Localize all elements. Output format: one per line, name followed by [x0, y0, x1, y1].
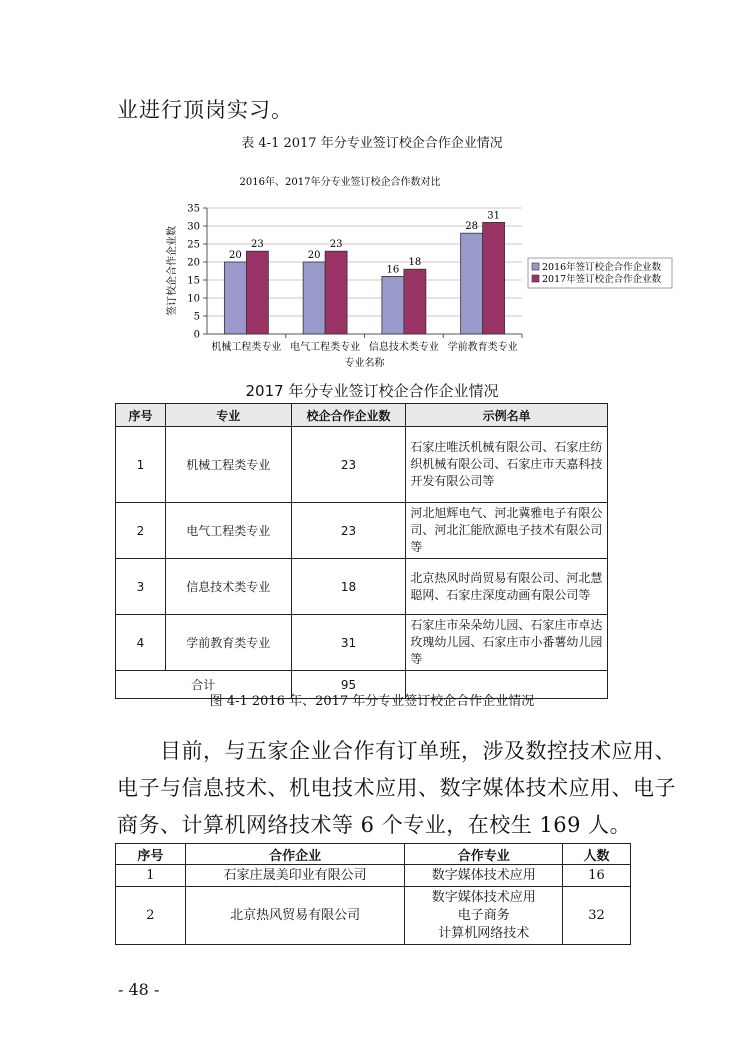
bar [404, 269, 426, 334]
x-tick-label: 机械工程类专业 [211, 342, 282, 353]
data-label: 23 [329, 239, 343, 251]
table-caption: 表 4-1 2017 年分专业签订校企合作企业情况 [241, 136, 503, 151]
row-major: 电气工程类专业 [165, 503, 291, 559]
header-major: 专业 [165, 404, 291, 427]
paragraph-line-2: 电子与信息技术、机电技术应用、数字媒体技术应用、电子 [117, 776, 676, 800]
y-tick-label: 15 [187, 275, 200, 287]
table-row [116, 865, 631, 887]
row-count: 31 [291, 615, 406, 671]
x-tick-label: 电气工程类专业 [290, 342, 361, 353]
row-no: 2 [116, 887, 186, 945]
row-examples: 北京热风时尚贸易有限公司、河北慧聪网、石家庄深度动画有限公司等 [406, 559, 608, 615]
table-row [116, 503, 608, 559]
x-tick-label: 学前教育类专业 [447, 342, 518, 353]
table-row [116, 559, 608, 615]
legend-label: 2017年签订校企合作企业数 [542, 274, 662, 285]
paragraph-line-3: 商务、计算机网络技术等 6 个专业，在校生 169 人。 [117, 813, 632, 837]
bar [461, 233, 483, 334]
row-major: 机械工程类专业 [165, 427, 291, 503]
data-label: 28 [465, 221, 478, 233]
y-tick-label: 20 [187, 257, 200, 269]
row-examples: 石家庄唯沃机械有限公司、石家庄纺织机械有限公司、石家庄市天嘉科技开发有限公司等 [406, 427, 608, 503]
bar [246, 251, 268, 334]
bar [483, 222, 505, 334]
row-no: 1 [116, 865, 186, 887]
legend-swatch [532, 275, 539, 282]
header-company: 合作企业 [185, 844, 405, 865]
row-company: 石家庄晟美印业有限公司 [185, 865, 405, 887]
legend-swatch [532, 263, 539, 270]
table-header-row [116, 404, 608, 427]
total-value: 95 [291, 671, 406, 699]
major-item: 数字媒体技术应用 [431, 889, 536, 905]
data-label: 16 [386, 264, 400, 276]
row-no: 3 [116, 559, 166, 615]
row-major: 学前教育类专业 [165, 615, 291, 671]
row-no: 2 [116, 503, 166, 559]
y-tick-label: 30 [187, 221, 200, 233]
total-label: 合计 [116, 671, 292, 699]
row-count: 32 [563, 887, 631, 945]
major-item: 数字媒体技术应用 [431, 867, 536, 883]
row-count: 18 [291, 559, 406, 615]
y-tick-label: 10 [187, 293, 200, 305]
y-tick-label: 35 [187, 203, 200, 215]
legend-label: 2016年签订校企合作企业数 [542, 262, 662, 273]
paragraph-line-1: 目前，与五家企业合作有订单班，涉及数控技术应用、 [160, 739, 676, 763]
figure-caption: 图 4-1 2016 年、2017 年分专业签订校企合作企业情况 [209, 694, 535, 709]
table-row [116, 887, 631, 945]
header-count: 校企合作企业数 [291, 404, 406, 427]
header-no: 序号 [116, 844, 186, 865]
bar [224, 262, 246, 334]
header-no: 序号 [116, 404, 166, 427]
y-tick-label: 0 [193, 329, 200, 341]
row-count: 23 [291, 503, 406, 559]
header-examples: 示例名单 [406, 404, 608, 427]
data-label: 31 [487, 210, 500, 222]
table-row [116, 615, 608, 671]
bar [382, 276, 404, 334]
table-row [116, 427, 608, 503]
x-tick-label: 信息技术类专业 [368, 342, 439, 353]
row-examples: 石家庄市朵朵幼儿园、石家庄市卓达玫瑰幼儿园、石家庄市小番薯幼儿园等 [406, 615, 608, 671]
data-label: 23 [251, 239, 264, 251]
row-company: 北京热风贸易有限公司 [185, 887, 405, 945]
row-count: 23 [291, 427, 406, 503]
row-majors [405, 887, 563, 945]
row-majors [405, 865, 563, 887]
data-label: 20 [229, 250, 242, 261]
bar [303, 262, 325, 334]
row-no: 1 [116, 427, 166, 503]
table1-title: 2017 年分专业签订校企合作企业情况 [245, 382, 499, 400]
bar-chart [150, 168, 690, 378]
y-axis-label: 签订校企合作企业数 [167, 226, 178, 316]
y-tick-label: 25 [187, 239, 200, 251]
enterprise-table [115, 403, 608, 699]
row-no: 4 [116, 615, 166, 671]
intro-line: 业进行顶岗实习。 [117, 98, 293, 122]
y-tick-label: 5 [193, 311, 200, 323]
row-examples: 河北旭辉电气、河北冀雅电子有限公司、河北汇能欣源电子技术有限公司等 [406, 503, 608, 559]
x-axis-label: 专业名称 [344, 358, 385, 369]
order-class-table [115, 843, 631, 945]
bar-chart-svg [150, 168, 690, 378]
bar [325, 251, 347, 334]
data-label: 18 [408, 257, 422, 269]
major-item: 电子商务 [457, 907, 510, 923]
data-label: 20 [307, 250, 321, 261]
table-header-row [116, 844, 631, 865]
major-item: 计算机网络技术 [438, 925, 530, 941]
page-number: - 48 - [118, 980, 160, 999]
chart-title: 2016年、2017年分专业签订校企合作数对比 [239, 177, 441, 188]
header-count: 人数 [563, 844, 631, 865]
row-count: 16 [563, 865, 631, 887]
row-major: 信息技术类专业 [165, 559, 291, 615]
header-majors: 合作专业 [405, 844, 563, 865]
